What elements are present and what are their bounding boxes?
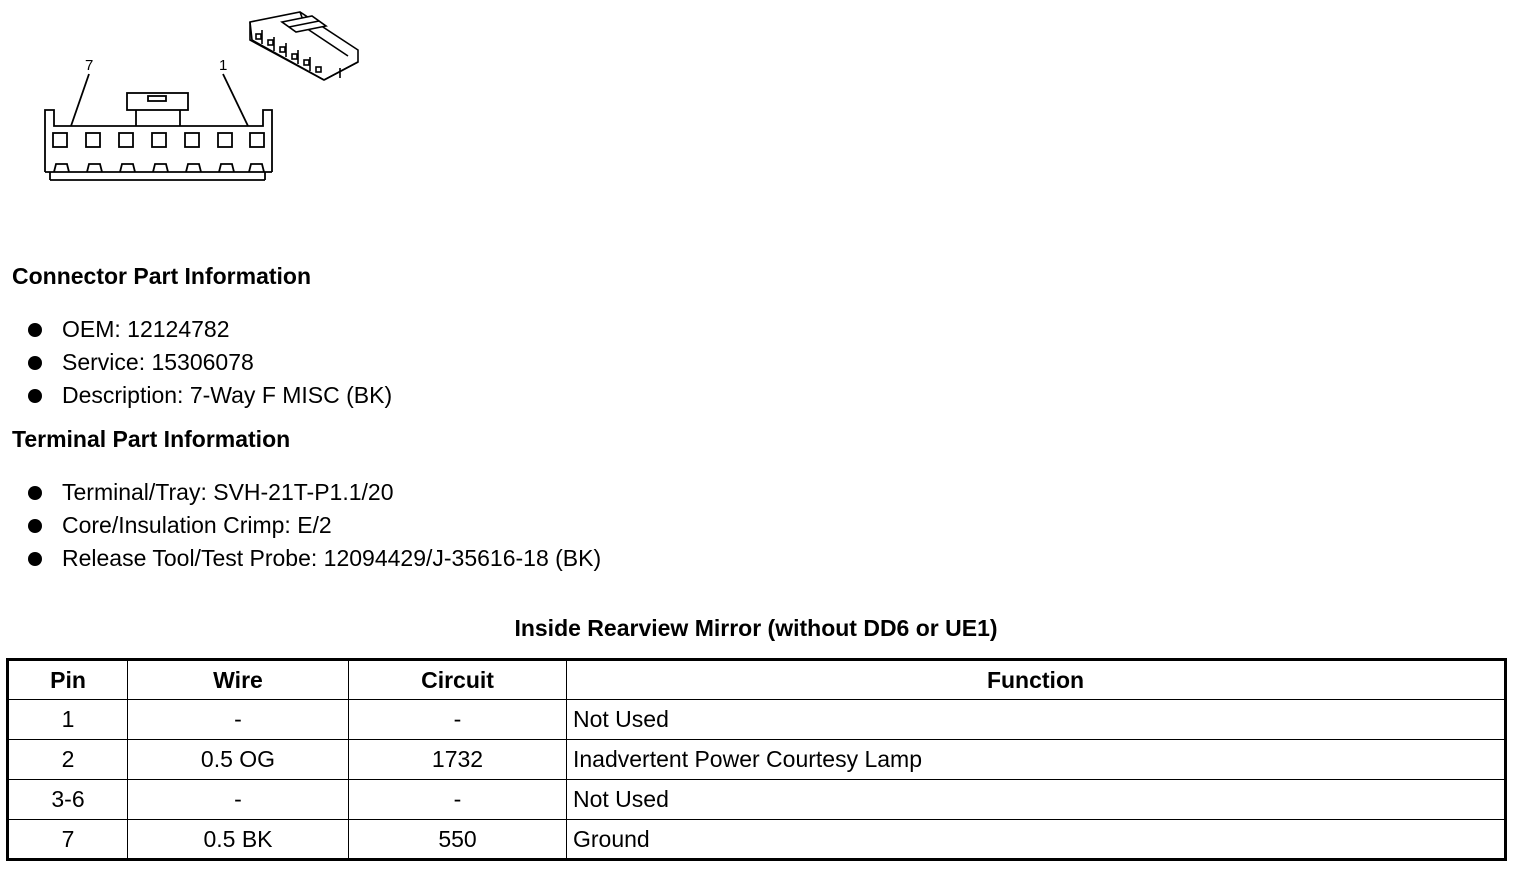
- table-row: [8, 740, 1506, 780]
- header-function: Function: [567, 660, 1506, 700]
- list-item: [26, 476, 601, 509]
- cell-circuit: -: [349, 700, 567, 740]
- header-pin: Pin: [8, 660, 128, 700]
- cell-function: Not Used: [567, 700, 1506, 740]
- oem-number: OEM: 12124782: [62, 316, 230, 342]
- bullet-icon: [28, 519, 42, 533]
- bullet-icon: [28, 486, 42, 500]
- cell-wire: 0.5 OG: [128, 740, 349, 780]
- table-title: Inside Rearview Mirror (without DD6 or UE1): [514, 615, 998, 641]
- table-row: [8, 820, 1506, 860]
- header-circuit: Circuit: [349, 660, 567, 700]
- bullet-icon: [28, 356, 42, 370]
- table-header-row: [8, 660, 1506, 700]
- cell-function: Not Used: [567, 780, 1506, 820]
- cell-circuit: -: [349, 780, 567, 820]
- connector-iso-view: [250, 12, 358, 80]
- cell-wire: -: [128, 700, 349, 740]
- cell-wire: -: [128, 780, 349, 820]
- pin-label-1: 1: [219, 57, 228, 74]
- terminal-part-info-list: [26, 476, 601, 575]
- table-row: [8, 700, 1506, 740]
- core-insulation-crimp: Core/Insulation Crimp: E/2: [62, 512, 332, 538]
- list-item: [26, 346, 392, 379]
- bullet-icon: [28, 552, 42, 566]
- bullet-icon: [28, 389, 42, 403]
- cell-function: Ground: [567, 820, 1506, 860]
- cell-circuit: 550: [349, 820, 567, 860]
- table-row: [8, 780, 1506, 820]
- bullet-icon: [28, 323, 42, 337]
- connector-part-info-list: [26, 313, 392, 412]
- pinout-table: [6, 658, 1507, 861]
- list-item: [26, 542, 601, 575]
- cell-pin: 2: [8, 740, 128, 780]
- terminal-part-info-heading: Terminal Part Information: [12, 426, 291, 452]
- cell-pin: 7: [8, 820, 128, 860]
- cell-pin: 3-6: [8, 780, 128, 820]
- connector-diagram: [0, 0, 380, 200]
- connector-front-view: [45, 57, 272, 180]
- terminal-tray: Terminal/Tray: SVH-21T-P1.1/20: [62, 479, 394, 505]
- cell-circuit: 1732: [349, 740, 567, 780]
- cell-wire: 0.5 BK: [128, 820, 349, 860]
- list-item: [26, 509, 601, 542]
- release-tool-test-probe: Release Tool/Test Probe: 12094429/J-35616-18 (BK): [62, 545, 602, 571]
- connector-description: Description: 7-Way F MISC (BK): [62, 382, 393, 408]
- pin-label-7: 7: [85, 57, 94, 74]
- cell-function: Inadvertent Power Courtesy Lamp: [567, 740, 1506, 780]
- service-number: Service: 15306078: [62, 349, 254, 375]
- list-item: [26, 379, 392, 412]
- connector-part-info-heading: Connector Part Information: [12, 263, 312, 289]
- list-item: [26, 313, 392, 346]
- header-wire: Wire: [128, 660, 349, 700]
- cell-pin: 1: [8, 700, 128, 740]
